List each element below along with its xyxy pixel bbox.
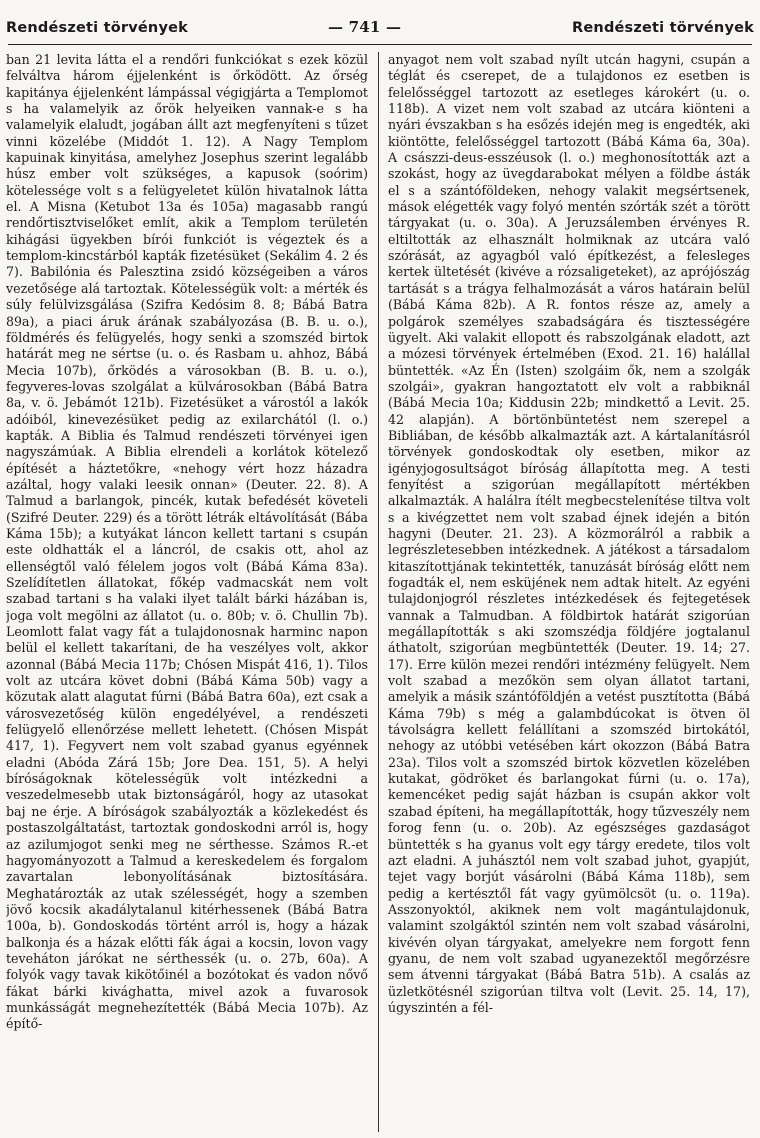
running-title-right: Rendészeti törvények [572,20,754,36]
column-divider [378,52,379,1132]
page-number: — 741 — [328,18,402,36]
running-title-left: Rendészeti törvények [6,20,188,36]
page-header [0,14,760,40]
right-column-text: anyagot nem volt szabad nyílt utcán hagyni, csupán a téglát és cserepet, de a tulajdonos ez esetben is felelősséggel tartozott az esetleges károkért (u. o. 118b). A vizet nem volt szabad az utcára kiönteni a nyári évszakban s ha esőzés idején meg is engedték, aki kiöntötte, felelősséggel tartozott (Bábá Káma 6a, 30a). A császzi-deus-esszéusok (l. o.) meghonosították azt a szokást, hogy az üvegdarabokat mélyen a földbe ásták el s a szántóföldeken, nehogy valakit megsértsenek, mások elégették vagy folyó mentén szórták szét a törött tárgyakat (u. o. 30a). A Jeruzsálemben érvényes R. eltiltották az elhasznált holmiknak az utcára való szórását, az agyagból való építkezést, a felesleges kertek ültetését (kivéve a rózsaligeteket), az aprójószág tartását s a trágya felhalmozását a város határain belül (Bábá Káma 82b). A R. fontos része az, amely a polgárok személyes szabadságára és tisztességére ügyelt. Aki valakit ellopott és rabszolgának eladott, azt a mózesi törvények értelmében (Exod. 21. 16) halállal büntették. «Az Én (Isten) szolgáim ők, nem a szolgák szolgái», gyakran hangoztatott elv volt a rabbiknál (Bábá Mecia 10a; Kiddusin 22b; mindkettő a Levit. 25. 42 alapján). A börtönbüntetést nem szerepel a Bibliában, de később alkalmazták azt. A kártalanításról törvények gondoskodtak oly esetben, mikor az igényjogosultságot bíróság állapította meg. A testi fenyítést a szigorúan megállapított mértékben alkalmazták. A halálra ítélt megbecstelenítése tiltva volt s a kivégzettet nem volt szabad éjnek idején a bitón hagyni (Deuter. 21. 23). A közmorálról a rabbik a legrészletesebben intézkednek. A játékost a társadalom kitaszítottjának tekintették, tanuzását bíróság előtt nem fogadták el, nem esküjének nem adtak hitelt. Az egyéni tulajdonjogról részletes intézkedések és fejtegetések vannak a Talmudban. A földbirtok határát szigorúan megállapították s aki szomszédja földjére jogtalanul áthatolt, szigorúan megbüntették (Deuter. 19. 14; 27. 17). Erre külön mezei rendőri intézmény felügyelt. Nem volt szabad a mezőkön sem olyan állatot tartani, amelyik a másik szántóföldjén a vetést pusztította (Bábá Káma 79b) s még a galambdúcokat is ötven öl távolságra kellett felállítani a szomszéd birtokától, nehogy az utóbbi vetésében kárt okozzon (Bábá Batra 23a). Tilos volt a szomszéd birtok közvetlen közelében kutakat, gödröket és barlangokat fúrni (u. o. 17a), kemencéket pedig saját házban is csupán akkor volt szabad építeni, ha megállapították, hogy tűzveszély nem forog fenn (u. o. 20b). Az egészséges gazdaságot büntették s ha gyanus volt egy tárgy eredete, tilos volt azt eladni. A juhásztól nem volt szabad juhot, gyapjút, tejet vagy borjút vásárolni (Bábá Káma 118b), sem pedig a kertésztől fát vagy gyümölcsöt (u. o. 119a). Asszonyoktól, akiknek nem volt magántulajdonuk, valamint szolgáktól szintén nem volt szabad vásárolni, kivévén olyan tárgyakat, amelyekre nem forgott fenn gyanu, de nem volt szabad ugyanezektől megőrzésre sem átvenni tárgyakat (Bábá Batra 51b). A csalás az üzletkötésnél szigorúan tiltva volt (Levit. 25. 14, 17), úgyszintén a fél- [388,52,750,1015]
left-column [6,52,368,1132]
left-column-text: ban 21 levita látta el a rendőri funkciókat s ezek közül felváltva három éjjelenként is őrködött. Az őrség kapitánya éjjelenként lámpással végigjárta a Templomot s ha valamelyik az őrök helyeiken vannak-e s ha valamelyik elaludt, jogában állt azt megfenyíteni s tűzet vinni közelébe (Middót 1. 12). A Nagy Templom kapuinak kinyitása, amelyhez Josephus szerint legalább húsz ember volt szükséges, a kapusok (soórim) kötelessége volt s a felügyeletet külön hivatalnok látta el. A Misna (Ketubot 13a és 105a) magasabb rangú rendőrtisztviselőket említ, akik a Templom területén kihágási ügyekben bírói funkciót is végeztek és a templom-kincstárból kapták fizetésüket (Sekálim 4. 2 és 7). Babilónia és Palesztina zsidó községeiben a város vezetősége alá tartoztak. Kötelességük volt: a mérték és súly felülvizsgálása (Szifra Kedósim 8. 8; Bábá Batra 89a), a piaci áruk árának szabályozása (B. B. u. o.), földmérés és felügyelés, hogy senki a szomszéd birtok határát meg ne sértse (u. o. és Rasbam u. ahhoz, Bábá Mecia 107b), őrködés a városokban (B. B. u. o.), fegyveres-lovas szolgálat a külvárosokban (Bábá Batra 8a, v. ö. Jebámót 121b). Fizetésüket a várostól a lakók adóiból, kinevezésüket pedig az exilarchától (l. o.) kapták. A Biblia és Talmud rendészeti törvényei igen nagyszámúak. A Biblia elrendeli a korlátok kötelező építését a háztetőkre, «nehogy vért hozz házadra azáltal, hogy valaki leesik onnan» (Deuter. 22. 8). A Talmud a barlangok, pincék, kutak befedését követeli (Szifré Deuter. 229) és a törött létrák eltávolítását (Bába Káma 15b); a kutyákat láncon kellett tartani s csupán este oldhatták el a láncról, de csakis ott, ahol az ellenségtől való félelem jogos volt (Bábá Káma 83a). Szelídítetlen állatokat, főkép vadmacskát nem volt szabad tartani s ha valaki ilyet talált bárki házában is, joga volt megölni az állatot (u. o. 80b; v. ö. Chullin 7b). Leomlott falat vagy fát a tulajdonosnak harminc napon belül el kellett takarítani, de ha veszélyes volt, akkor azonnal (Bábá Mecia 117b; Chósen Mispát 416, 1). Tilos volt az utcára követ dobni (Bábá Káma 50b) vagy a közutak alatt alagutat fúrni (Bábá Batra 60a), ezt csak a városvezetőség külön engedélyével, a rendészeti felügyelő ellenőrzése mellett lehetett. (Chósen Mispát 417, 1). Fegyvert nem volt szabad gyanus egyénnek eladni (Abóda Zárá 15b; Jore Dea. 151, 5). A helyi bíróságoknak kötelességük volt intézkedni a veszedelmesebb utak biztonságáról, hogy az utasokat baj ne érje. A bíróságok szabályozták a közlekedést és postaszolgáltatást, tartoztak gondoskodni arról is, hogy az azilumjogot senki meg ne sérthesse. Számos R.-et hagyományozott a Talmud a kereskedelem és forgalom zavartalan lebonyolításának biztosítására. Meghatározták az utak szélességét, hogy a szemben jövő kocsik akadálytalanul kitérhessenek (Bábá Batra 100a, b). Gondoskodás történt arról is, hogy a házak balkonja és a házak előtti fák ágai a kocsin, lovon vagy teveháton járókat ne sérthessék (u. o. 27b, 60a). A folyók vagy tavak kikötőinél a bozótokat és vadon nővő fákat bárki kivághatta, mivel azok a fuvarosok munkásságát megnehezítették (Bábá Mecia 107b). Az építő- [6,52,368,1032]
header-rule [8,44,752,45]
right-column [388,52,750,1132]
